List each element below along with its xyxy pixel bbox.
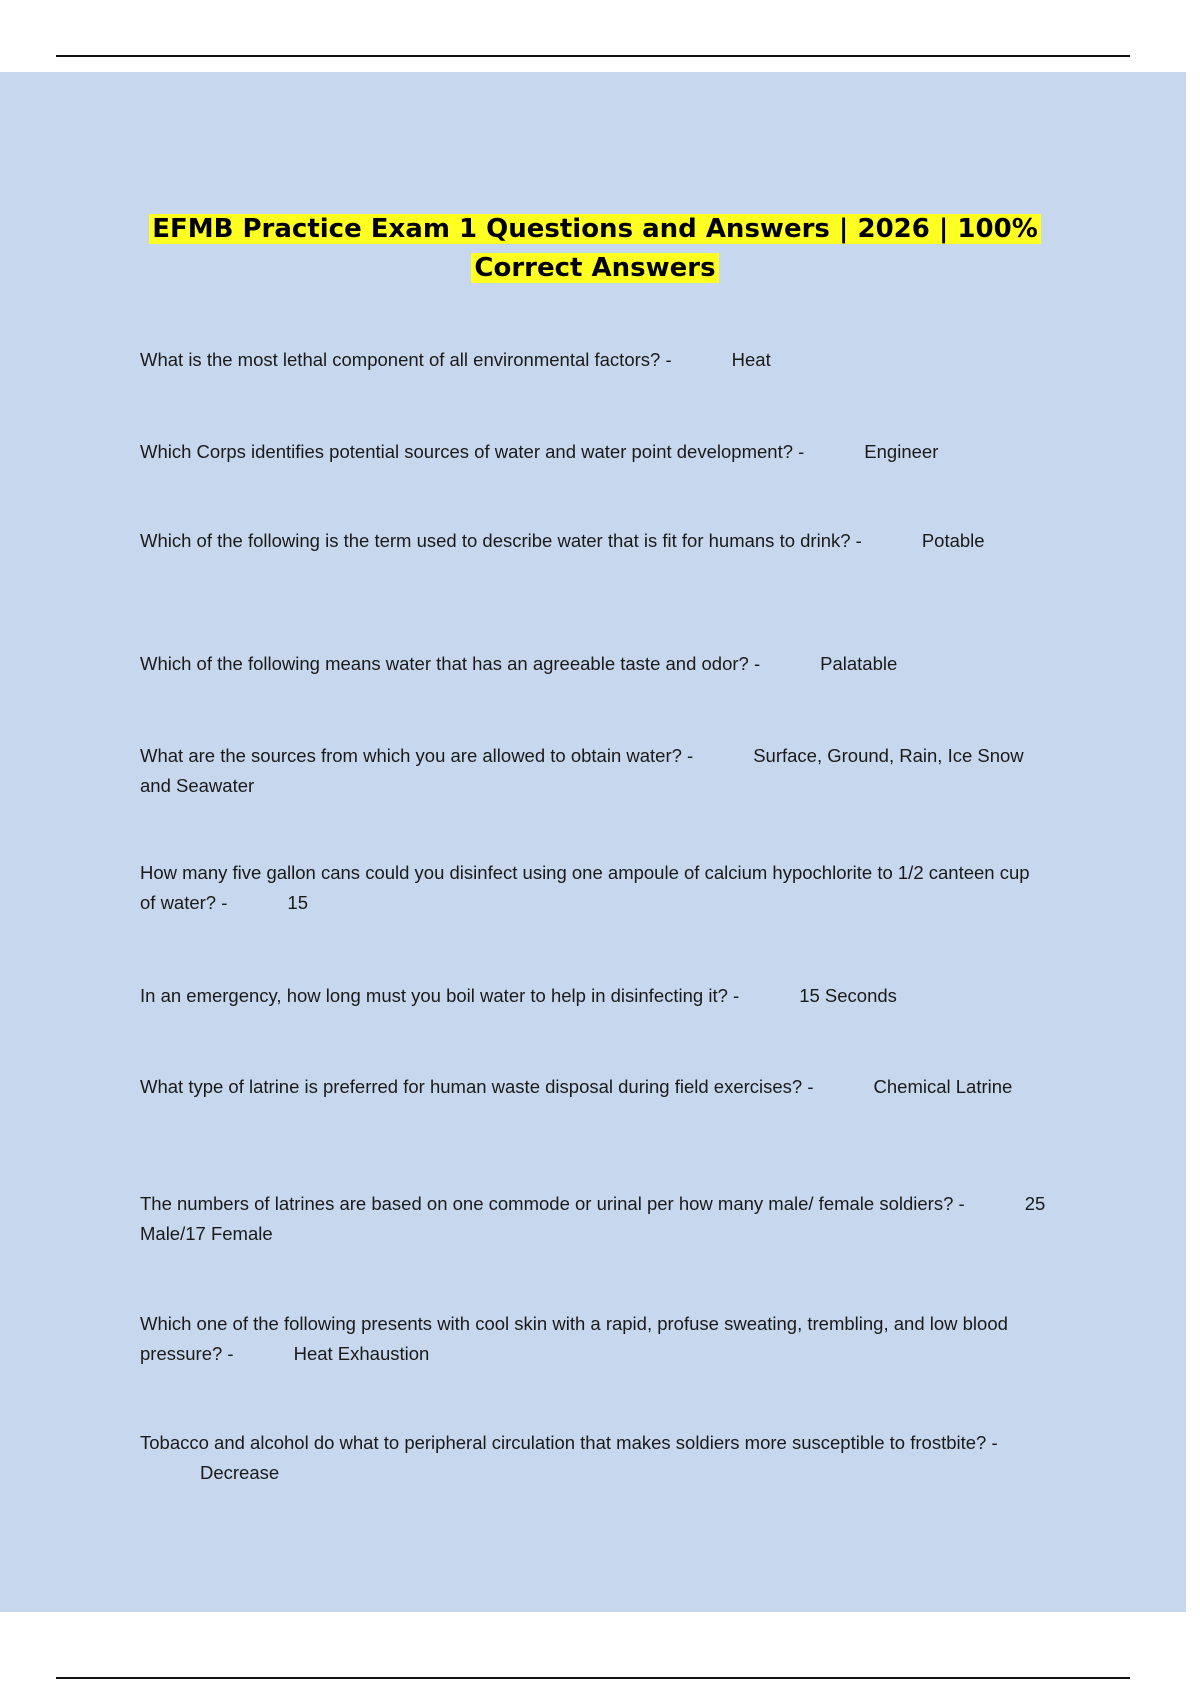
bottom-divider (56, 1677, 1130, 1679)
answer-text: 15 Seconds (799, 985, 897, 1006)
answer-text: Heat Exhaustion (293, 1343, 430, 1364)
question-text: Which of the following is the term used to describe water that is fit for humans to drink? - (140, 530, 862, 551)
answer-text: Decrease (200, 1462, 280, 1483)
qa-item (140, 1072, 1050, 1102)
qa-item (140, 1189, 1050, 1249)
qa-item (140, 1309, 1050, 1369)
question-text: What is the most lethal component of all environmental factors? - (140, 349, 672, 370)
qa-item (140, 1428, 1050, 1488)
question-text: Which one of the following presents with cool skin with a rapid, profuse sweating, trembling, and low blood pressure? - (140, 1313, 1008, 1364)
qa-item (140, 526, 1050, 556)
answer-text: 25 Male/17 Female (140, 1193, 1046, 1244)
answer-text: Potable (921, 530, 985, 551)
title-highlight: EFMB Practice Exam 1 Questions and Answers | 2026 | 100% Correct Answers (149, 214, 1041, 283)
qa-item (140, 345, 1050, 375)
answer-text: Engineer (864, 441, 939, 462)
document-title (130, 210, 1060, 288)
qa-item (140, 858, 1050, 918)
question-text: What are the sources from which you are allowed to obtain water? - (140, 745, 694, 766)
qa-item (140, 649, 1050, 679)
question-text: The numbers of latrines are based on one commode or urinal per how many male/ female soldiers? - (140, 1193, 965, 1214)
question-text: What type of latrine is preferred for human waste disposal during field exercises? - (140, 1076, 814, 1097)
answer-text: Heat (731, 349, 771, 370)
answer-text: 15 (287, 892, 308, 913)
top-divider (56, 55, 1130, 57)
document-page (0, 72, 1186, 1612)
question-text: In an emergency, how long must you boil water to help in disinfecting it? - (140, 985, 740, 1006)
answer-text: Surface, Ground, Rain, Ice Snow and Seawater (140, 745, 1024, 796)
answer-text: Palatable (820, 653, 898, 674)
question-text: How many five gallon cans could you disinfect using one ampoule of calcium hypochlorite to 1/2 canteen cup of water? - (140, 862, 1030, 913)
qa-item (140, 437, 1050, 467)
qa-item (140, 981, 1050, 1011)
question-text: Which of the following means water that has an agreeable taste and odor? - (140, 653, 761, 674)
question-text: Which Corps identifies potential sources of water and water point development? - (140, 441, 805, 462)
question-text: Tobacco and alcohol do what to peripheral circulation that makes soldiers more susceptible to frostbite? - (140, 1432, 998, 1453)
answer-text: Chemical Latrine (873, 1076, 1013, 1097)
qa-item (140, 741, 1050, 801)
